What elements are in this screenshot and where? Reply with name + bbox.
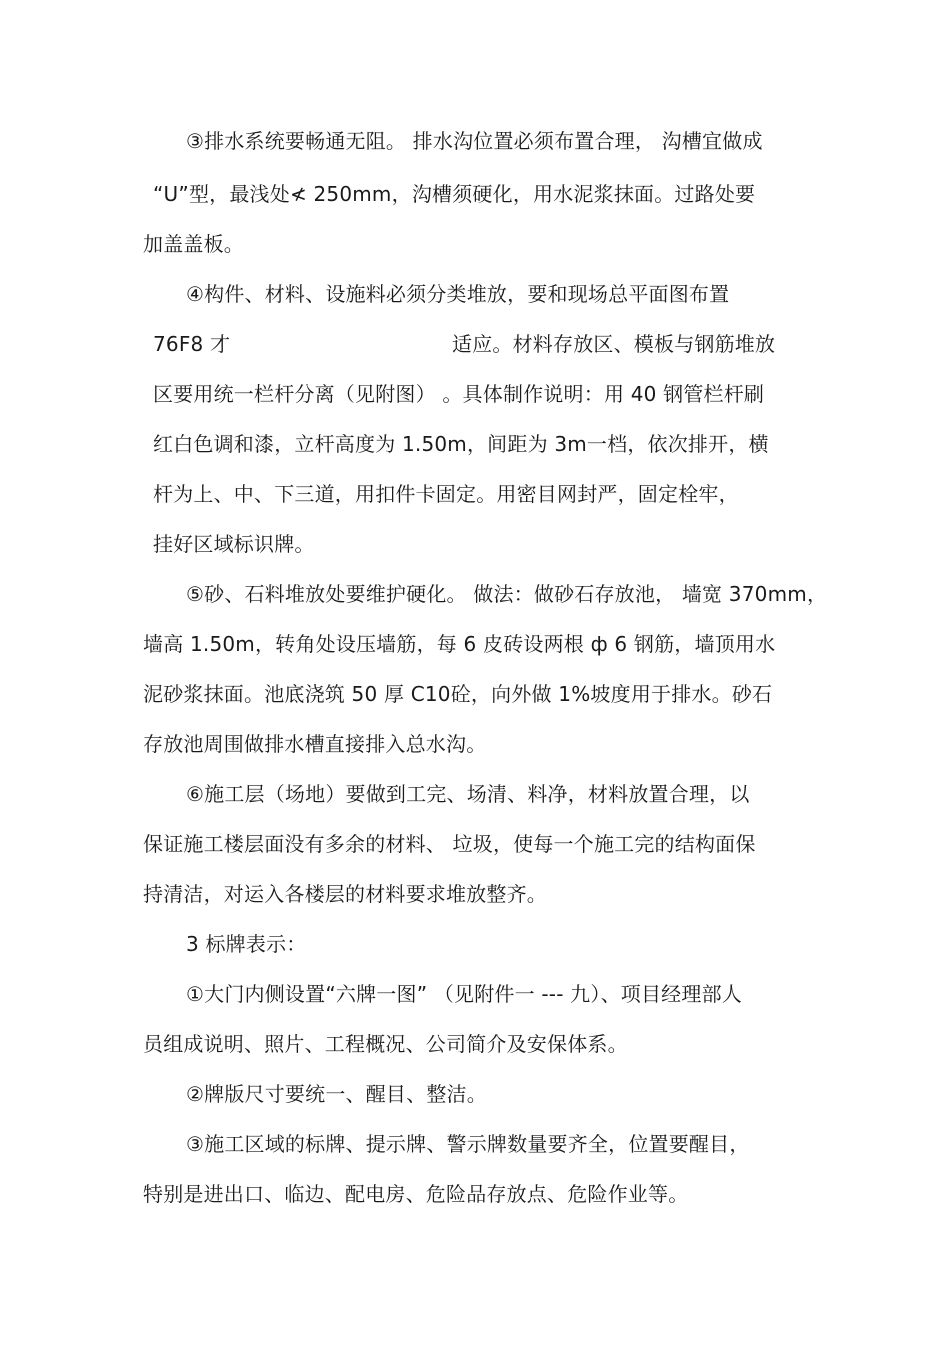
text-line-5b: 适应。材料存放区、模板与钢筋堆放 <box>452 332 776 356</box>
text-line-1: ③排水系统要畅通无阻。 排水沟位置必须布置合理， 沟槽宜做成 <box>186 129 763 153</box>
text-line-11: 墙高 1.50m，转角处设压墙筋，每 6 皮砖设两根 ф 6 钢筋，墙顶用水 <box>143 632 776 656</box>
text-line-9: 挂好区域标识牌。 <box>153 532 315 556</box>
text-line-19: 员组成说明、照片、工程概况、公司简介及安保体系。 <box>143 1032 628 1056</box>
text-line-12: 泥砂浆抹面。池底浇筑 50 厚 C10砼，向外做 1%坡度用于排水。砂石 <box>143 682 773 706</box>
text-line-16: 持清洁，对运入各楼层的材料要求堆放整齐。 <box>143 882 547 906</box>
section-heading: 3 标牌表示： <box>186 932 307 956</box>
text-line-6: 区要用统一栏杆分离（见附图） 。具体制作说明：用 40 钢管栏杆刷 <box>153 382 765 406</box>
text-line-13: 存放池周围做排水槽直接排入总水沟。 <box>143 732 487 756</box>
text-line-10: ⑤砂、石料堆放处要维护硬化。 做法：做砂石存放池， 墙宽 370mm， <box>186 582 828 606</box>
text-line-14: ⑥施工层（场地）要做到工完、场清、料净，材料放置合理，以 <box>186 782 750 806</box>
text-line-7: 红白色调和漆，立杆高度为 1.50m，间距为 3m一档，依次排开，横 <box>153 432 769 456</box>
text-line-8: 杆为上、中、下三道，用扣件卡固定。用密目网封严，固定栓牢， <box>153 482 739 506</box>
text-line-22: 特别是进出口、临边、配电房、危险品存放点、危险作业等。 <box>143 1182 689 1206</box>
text-line-2: “U”型，最浅处≮ 250mm，沟槽须硬化，用水泥浆抹面。过路处要 <box>153 182 756 206</box>
text-line-4: ④构件、材料、设施料必须分类堆放，要和现场总平面图布置 <box>186 282 730 306</box>
text-line-18: ①大门内侧设置“六牌一图” （见附件一 --- 九）、项目经理部人 <box>186 982 742 1006</box>
text-line-21: ③施工区域的标牌、提示牌、警示牌数量要齐全，位置要醒目， <box>186 1132 750 1156</box>
text-line-20: ②牌版尺寸要统一、醒目、整洁。 <box>186 1082 487 1106</box>
text-line-3: 加盖盖板。 <box>143 232 244 256</box>
text-line-5a: 76F8 才 <box>153 332 231 356</box>
text-line-15: 保证施工楼层面没有多余的材料、 垃圾，使每一个施工完的结构面保 <box>143 832 756 856</box>
